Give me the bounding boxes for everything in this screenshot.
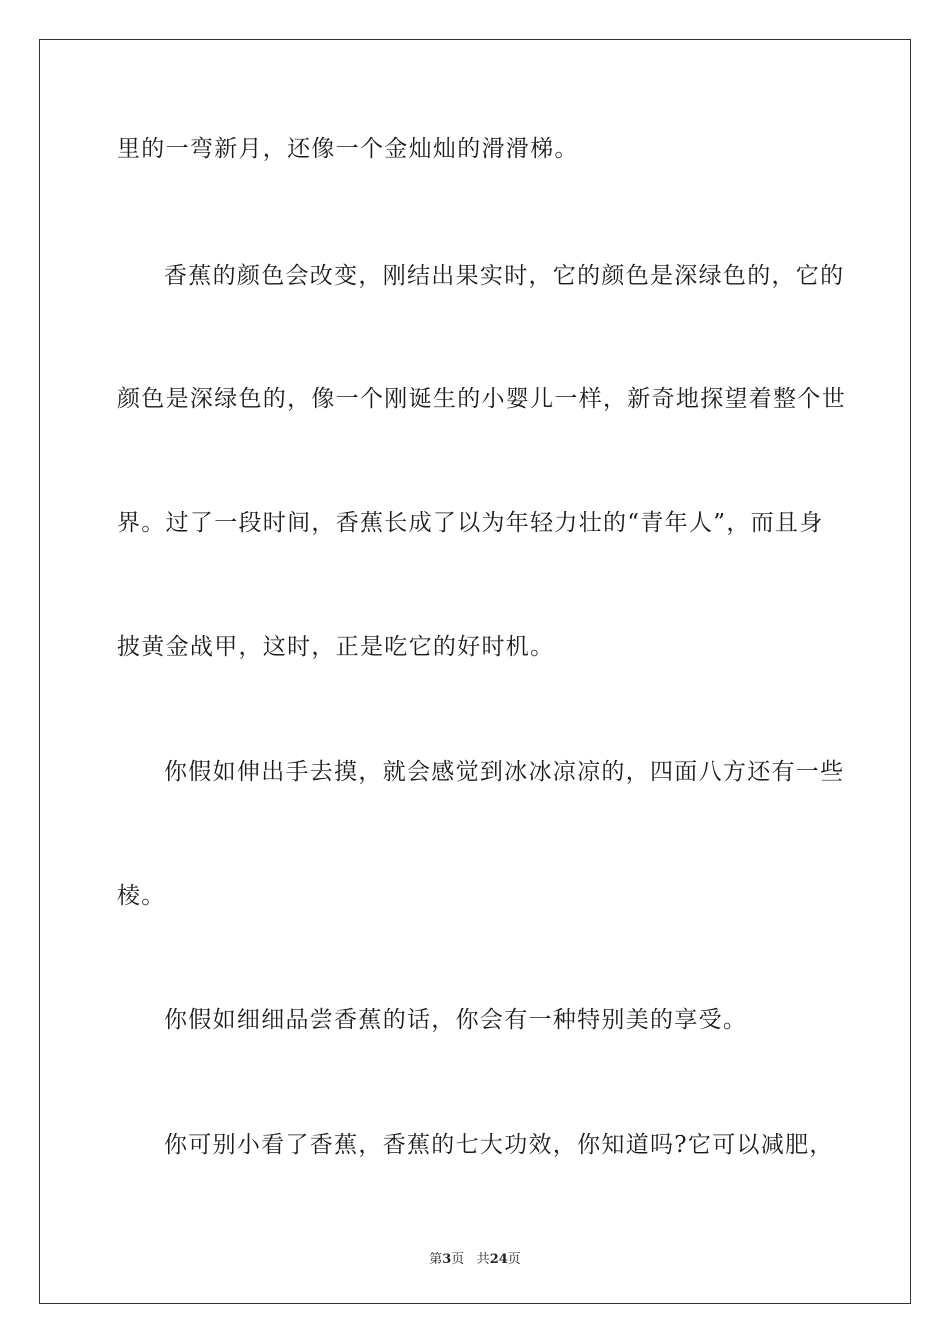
text-line-7: 棱。 [117, 883, 166, 909]
total-prefix: 共 [476, 1252, 490, 1267]
text-line-4: 界。过了一段时间，香蕉长成了以为年轻力壮的“青年人”，而且身 [117, 510, 824, 536]
page-number: 3 [442, 1252, 452, 1267]
text-line-1: 里的一弯新月，还像一个金灿灿的滑滑梯。 [117, 136, 579, 162]
text-line-6: 你假如伸出手去摸，就会感觉到冰冰凉凉的，四面八方还有一些 [164, 759, 845, 785]
text-line-3: 颜色是深绿色的，像一个刚诞生的小婴儿一样，新奇地探望着整个世 [117, 386, 846, 412]
total-suffix: 页 [507, 1252, 521, 1267]
text-line-8: 你假如细细品尝香蕉的话，你会有一种特别美的享受。 [164, 1007, 748, 1033]
total-pages: 24 [489, 1252, 508, 1267]
text-line-9: 你可别小看了香蕉，香蕉的七大功效，你知道吗?它可以减肥， [164, 1132, 834, 1158]
text-line-5: 披黄金战甲，这时，正是吃它的好时机。 [117, 634, 555, 660]
page-footer [0, 1248, 950, 1267]
page-suffix: 页 [451, 1252, 465, 1267]
page-prefix: 第 [429, 1252, 443, 1267]
page-border [39, 39, 911, 1304]
text-line-2: 香蕉的颜色会改变，刚结出果实时，它的颜色是深绿色的，它的 [164, 263, 845, 289]
